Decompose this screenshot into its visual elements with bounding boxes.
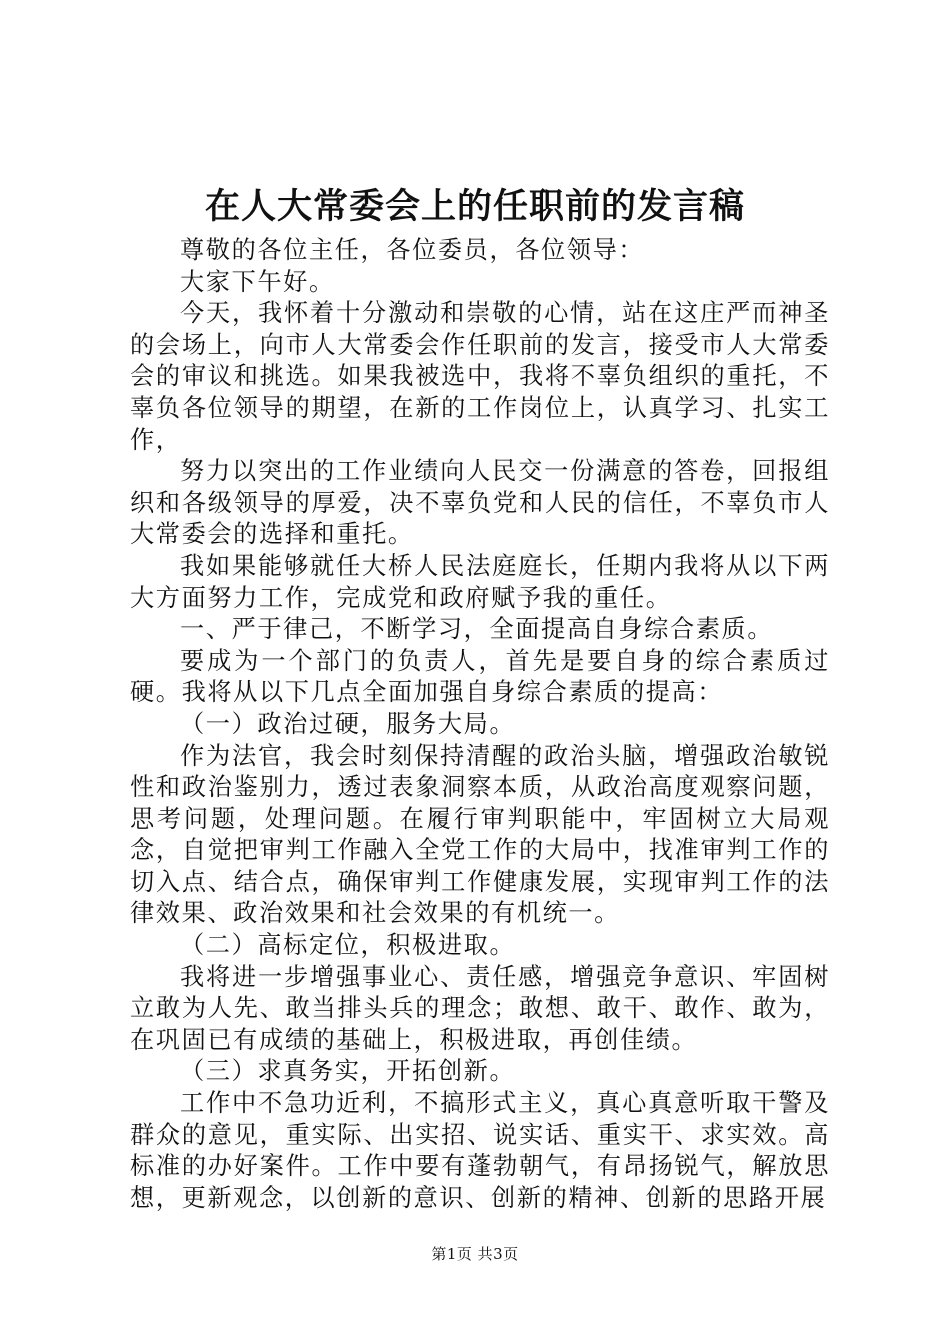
document-title: 在人大常委会上的任职前的发言稿 [204,187,745,227]
paragraph-salutation: 尊敬的各位主任，各位委员，各位领导： [180,236,645,264]
paragraph-subsection-3: 工作中不急功近利，不搞形式主义，真心真意听取干警及群众的意见，重实际、出实招、说实话、重实干、求实效。高标准的办好案件。工作中要有蓬勃朝气，有昂扬锐气，解放思想，更新观念，以创新的意识、创新的精神、创新的思路开展 [130,1089,830,1212]
paragraph-subsection-2: 我将进一步增强事业心、责任感，增强竞争意识、牢固树立敢为人先、敢当排头兵的理念；敢想、敢干、敢作、敢为，在巩固已有成绩的基础上，积极进取，再创佳绩。 [130,962,830,1054]
paragraph-opening: 今天，我怀着十分激动和崇敬的心情，站在这庄严而神圣的会场上，向市人大常委会作任职前的发言，接受市人大常委会的审议和挑选。如果我被选中，我将不辜负组织的重托，不辜负各位领导的期望，在新的工作岗位上，认真学习、扎实工作， [130,299,830,454]
paragraph-section-1-intro: 要成为一个部门的负责人，首先是要自身的综合素质过硬。我将从以下几点全面加强自身综合素质的提高： [130,646,830,707]
section-heading-1: 一、严于律己，不断学习，全面提高自身综合素质。 [180,615,774,644]
paragraph-greeting: 大家下午好。 [180,267,335,296]
document-body [130,235,830,1214]
subsection-heading-2: （二）高标定位，积极进取。 [180,931,516,960]
paragraph-commitment: 努力以突出的工作业绩向人民交一份满意的答卷，回报组织和各级领导的厚爱，决不辜负党和人民的信任，不辜负市人大常委会的选择和重托。 [130,457,830,549]
page-footer [0,1244,950,1264]
paragraph-subsection-1: 作为法官，我会时刻保持清醒的政治头脑，增强政治敏锐性和政治鉴别力，透过表象洞察本质，从政治高度观察问题，思考问题，处理问题。在履行审判职能中，牢固树立大局观念，自觉把审判工作融入全党工作的大局中，找准审判工作的切入点、结合点，确保审判工作健康发展，实现审判工作的法律效果、政治效果和社会效果的有机统一。 [130,741,830,928]
subsection-heading-3: （三）求真务实，开拓创新。 [180,1057,516,1086]
paragraph-plan-intro: 我如果能够就任大桥人民法庭庭长，任期内我将从以下两大方面努力工作，完成党和政府赋予我的重任。 [130,551,830,612]
subsection-heading-1: （一）政治过硬，服务大局。 [180,709,516,738]
page-indicator: 第1页 共3页 [431,1245,519,1263]
